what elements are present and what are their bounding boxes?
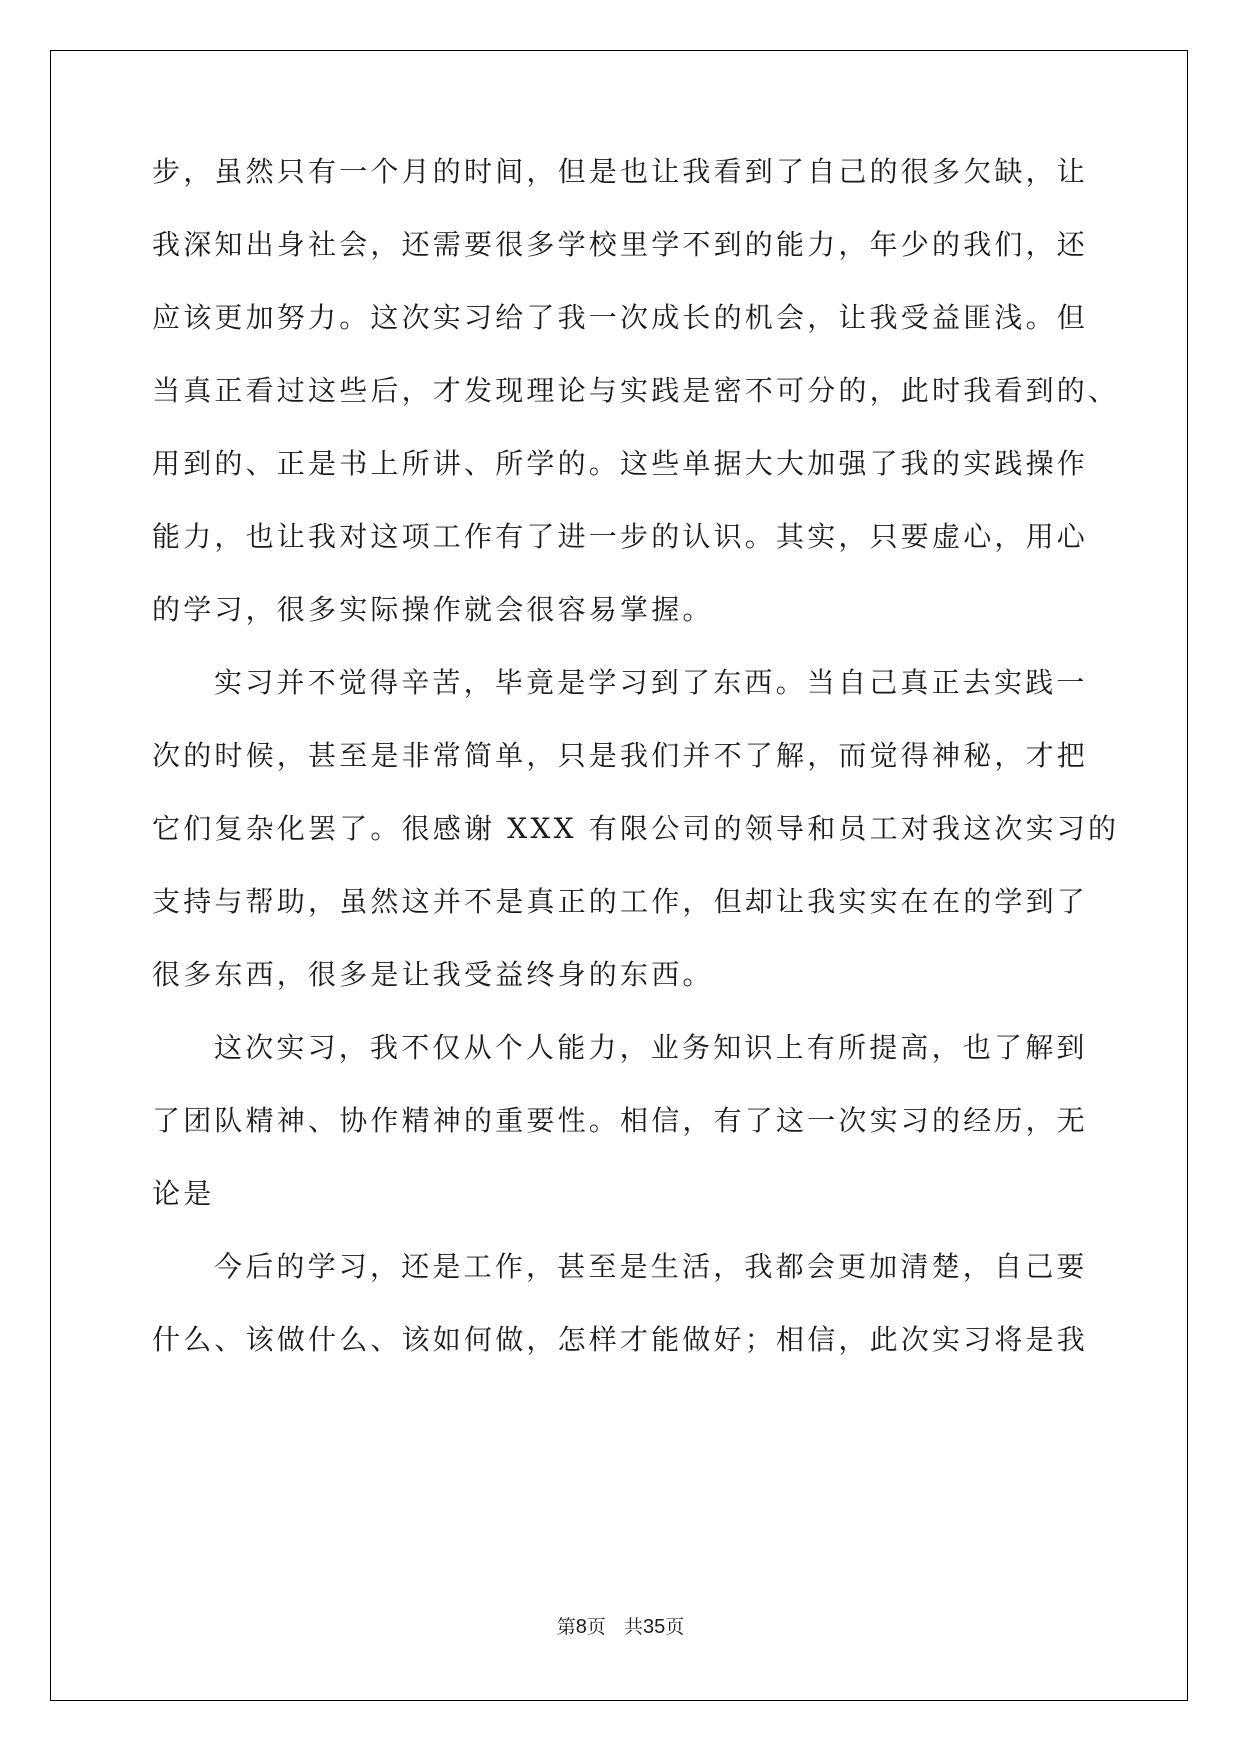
text-line-8: 实习并不觉得辛苦，毕竟是学习到了东西。当自己真正去实践一	[214, 666, 1088, 699]
text-line-14: 了团队精神、协作精神的重要性。相信，有了这一次实习的经历，无	[152, 1104, 1089, 1137]
text-line-3: 应该更加努力。这次实习给了我一次成长的机会，让我受益匪浅。但	[152, 301, 1089, 334]
footer-page-prefix: 第	[556, 1616, 576, 1638]
text-line-15: 论是	[152, 1177, 215, 1210]
text-line-9: 次的时候，甚至是非常简单，只是我们并不了解，而觉得神秘，才把	[152, 739, 1089, 772]
text-line-17: 什么、该做什么、该如何做，怎样才能做好；相信，此次实习将是我	[152, 1323, 1089, 1356]
footer-total-suffix: 页	[665, 1616, 685, 1638]
text-line-1: 步，虽然只有一个月的时间，但是也让我看到了自己的很多欠缺，让	[152, 155, 1089, 188]
text-line-7: 的学习，很多实际操作就会很容易掌握。	[152, 593, 714, 626]
text-line-11: 支持与帮助，虽然这并不是真正的工作，但却让我实实在在的学到了	[152, 885, 1089, 918]
text-line-13: 这次实习，我不仅从个人能力，业务知识上有所提高，也了解到	[214, 1031, 1088, 1064]
footer-page-number: 8	[575, 1616, 587, 1638]
text-line-2: 我深知出身社会，还需要很多学校里学不到的能力，年少的我们，还	[152, 228, 1089, 261]
footer-total-pages: 35	[642, 1616, 666, 1638]
text-line-6: 能力，也让我对这项工作有了进一步的认识。其实，只要虚心，用心	[152, 520, 1089, 553]
page-footer	[0, 1612, 1241, 1639]
text-line-5: 用到的、正是书上所讲、所学的。这些单据大大加强了我的实践操作	[152, 447, 1089, 480]
text-line-4: 当真正看过这些后，才发现理论与实践是密不可分的，此时我看到的、	[152, 374, 1120, 407]
text-line-16: 今后的学习，还是工作，甚至是生活，我都会更加清楚，自己要	[214, 1250, 1088, 1283]
text-line-12: 很多东西，很多是让我受益终身的东西。	[152, 958, 714, 991]
text-line-10: 它们复杂化罢了。很感谢 XXX 有限公司的领导和员工对我这次实习的	[152, 812, 1120, 845]
footer-page-suffix: 页	[586, 1616, 606, 1638]
footer-total-prefix: 共	[623, 1616, 643, 1638]
